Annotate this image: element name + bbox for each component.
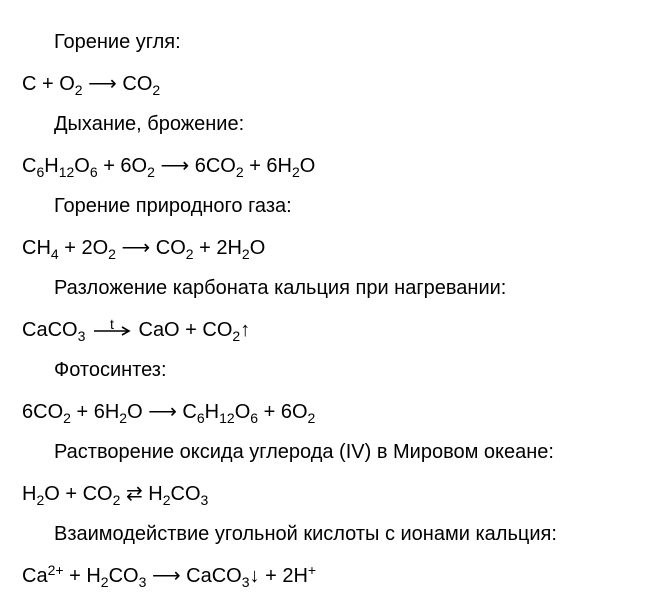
subscript: 3 <box>200 492 209 508</box>
equation-text: ⟶ CO <box>82 73 153 95</box>
chemical-equation <box>22 400 315 424</box>
subscript: 2 <box>119 410 128 426</box>
equation-text: C + O <box>22 73 75 95</box>
section-heading: Горение угля: <box>54 31 181 53</box>
equation-text: ↑ <box>240 319 251 341</box>
chemical-equation <box>22 236 265 260</box>
equation-text: O <box>234 401 251 423</box>
superscript: + <box>307 562 317 578</box>
equation-text: H <box>22 483 37 505</box>
equation-text: + 6O <box>97 155 148 177</box>
equation-text: 6CO <box>22 401 64 423</box>
equation-text: + 6O <box>258 401 308 423</box>
subscript: 2 <box>307 410 316 426</box>
equation-text: O <box>74 155 90 177</box>
subscript: 2 <box>162 492 171 508</box>
equation-text: CaO + CO <box>132 319 233 341</box>
equation-text: + H <box>63 565 101 587</box>
subscript: 3 <box>138 574 147 590</box>
section-heading: Горение природного газа: <box>54 195 292 217</box>
subscript: 2 <box>235 164 244 180</box>
equation-text: CaCO <box>22 319 78 341</box>
chemical-equation <box>22 482 208 506</box>
superscript: 2+ <box>47 562 64 578</box>
equation-text: O <box>299 155 316 177</box>
equation-text: ⇄ H <box>120 483 163 505</box>
subscript: 12 <box>58 164 75 180</box>
equation-text: ⟶ 6CO <box>154 155 236 177</box>
subscript: 3 <box>241 574 250 590</box>
subscript: 4 <box>50 246 59 262</box>
equation-text: CO <box>170 483 201 505</box>
equation-text: O + CO <box>44 483 113 505</box>
section-heading: Разложение карбоната кальция при нагревании: <box>54 277 507 299</box>
section-heading: Взаимодействие угольной кислоты с ионами кальция: <box>54 523 557 545</box>
subscript: 6 <box>89 164 98 180</box>
chemical-equation <box>22 72 160 96</box>
equation-text: + 2H <box>193 237 242 259</box>
subscript: 3 <box>77 328 86 344</box>
subscript: 2 <box>63 410 71 426</box>
chemical-equation <box>22 318 250 342</box>
equation-text: C <box>22 155 37 177</box>
subscript: 2 <box>147 164 155 180</box>
section-heading: Дыхание, брожение: <box>54 113 245 135</box>
subscript: 2 <box>36 492 45 508</box>
equation-text: CH <box>22 237 51 259</box>
equation-text: H <box>44 155 59 177</box>
chemical-equation <box>22 564 316 588</box>
subscript: 6 <box>250 410 259 426</box>
subscript: 2 <box>112 492 121 508</box>
equation-text <box>85 319 91 341</box>
equation-text: + 6H <box>70 401 120 423</box>
subscript: 2 <box>241 246 250 262</box>
subscript: 2 <box>100 574 109 590</box>
section-heading: Растворение оксида углерода (IV) в Мировом океане: <box>54 441 554 463</box>
equation-text: + 2O <box>58 237 109 259</box>
equation-text: CO <box>108 565 139 587</box>
chemical-equation <box>22 154 315 178</box>
subscript: 12 <box>219 410 235 426</box>
equation-text: ⟶ CaCO <box>146 565 242 587</box>
equation-text: + 6H <box>243 155 292 177</box>
equation-text: O ⟶ C <box>127 401 197 423</box>
subscript: 6 <box>196 410 205 426</box>
subscript: 2 <box>185 246 194 262</box>
subscript: 6 <box>36 164 45 180</box>
section-heading: Фотосинтез: <box>54 359 167 381</box>
equation-text: Ca <box>22 565 48 587</box>
heating-arrow-icon <box>93 318 131 338</box>
subscript: 2 <box>74 82 83 98</box>
equation-text: O <box>249 237 266 259</box>
heating-label: t <box>109 316 114 332</box>
subscript: 2 <box>232 328 241 344</box>
subscript: 2 <box>152 82 161 98</box>
equation-text: ⟶ CO <box>115 237 186 259</box>
subscript: 2 <box>108 246 116 262</box>
equation-text: H <box>204 401 220 423</box>
equation-text: ↓ + 2H <box>249 565 308 587</box>
subscript: 2 <box>292 164 300 180</box>
